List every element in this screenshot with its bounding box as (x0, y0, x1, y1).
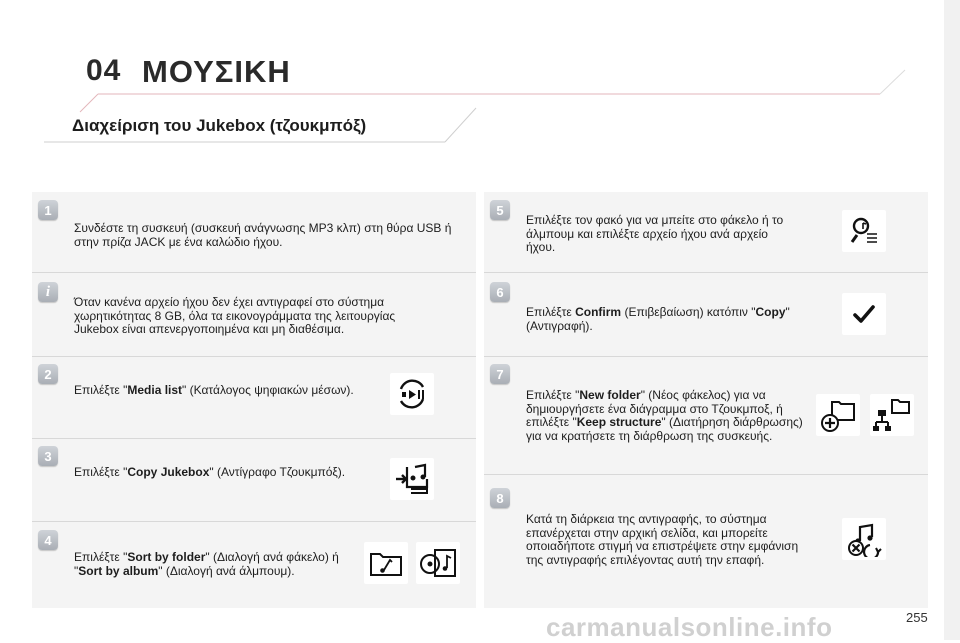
section-title: Διαχείριση του Jukebox (τζουκμπόξ) (72, 116, 367, 135)
divider (32, 272, 476, 273)
sort-by-folder-label: Sort by folder (127, 550, 206, 564)
keep-structure-label: Keep structure (576, 415, 662, 429)
step-7-text: Επιλέξτε "New folder" (Νέος φάκελος) για να δημιουργήσετε ένα διάγραμμα στο Τζουκμποξ, ή επιλέξτε "Keep structure" (Διατήρηση διάρθρωσης) για να κρατήσετε τη διάρθρωση της συσκευής. (526, 388, 803, 443)
chapter-title: ΜΟΥΣΙΚΗ (142, 54, 291, 89)
copy-jukebox-label: Copy Jukebox (127, 465, 210, 479)
step-6-badge: 6 (490, 282, 510, 302)
copy-jukebox-icon (393, 461, 431, 497)
sort-by-album-label: Sort by album (78, 563, 159, 578)
magnifier-button[interactable] (842, 210, 886, 252)
keep-structure-icon (872, 396, 912, 434)
sort-by-album-icon (418, 546, 458, 580)
keep-structure-button[interactable] (870, 394, 914, 436)
divider (32, 438, 476, 439)
new-folder-button[interactable] (816, 394, 860, 436)
section-title-underline (40, 104, 480, 146)
new-folder-icon (818, 396, 858, 434)
step-7-badge: 7 (490, 364, 510, 384)
copy-label: Copy (755, 305, 786, 319)
sort-by-album-button[interactable] (416, 542, 460, 584)
divider (32, 521, 476, 522)
copy-progress-icon (845, 521, 883, 557)
watermark: carmanualsonline.info (546, 612, 833, 642)
divider (484, 272, 928, 273)
page-number: 255 (906, 610, 928, 625)
step-5-badge: 5 (490, 200, 510, 220)
confirm-label: Confirm (575, 305, 622, 319)
media-list-button[interactable] (390, 373, 434, 415)
step-8-text: Κατά τη διάρκεια της αντιγραφής, το σύστημα επανέρχεται στην αρχική σελίδα, και μπορείτε οποιαδήποτε στιγμή να επιστρέψετε στην εμφάνιση της αντιγραφής επιλέγοντας αυτή την επαφή. (526, 512, 799, 567)
copy-jukebox-button[interactable] (390, 458, 434, 500)
new-folder-label: New folder (579, 388, 641, 402)
step-1-text: Συνδέστε τη συσκευή (συσκευή ανάγνωσης MP3 κλπ) στη θύρα USB ή στην πρίζα JACK με ένα καλώδιο ήχου. (74, 221, 452, 249)
checkmark-icon (853, 304, 875, 324)
media-list-label: Media list (127, 383, 183, 397)
step-6-text: Επιλέξτε Confirm (Επιβεβαίωση) κατόπιν "Copy" (Αντιγραφή). (526, 305, 790, 333)
divider (484, 474, 928, 475)
step-4-text: Επιλέξτε "Sort by folder" (Διαλογή ανά φάκελο) ή "Sort by album" (Διαλογή ανά άλμπουμ). (74, 550, 339, 578)
sort-by-folder-button[interactable] (364, 542, 408, 584)
step-8-badge: 8 (490, 488, 510, 508)
info-badge: i (38, 282, 58, 302)
step-5-text: Επιλέξτε τον φακό για να μπείτε στο φάκελο ή το άλμπουμ και επιλέξτε αρχείο ήχου ανά αρχείο ήχου. (526, 213, 784, 254)
step-4-badge: 4 (38, 530, 58, 550)
media-list-icon (395, 377, 429, 411)
magnifier-list-icon (848, 215, 880, 247)
divider (484, 356, 928, 357)
page-edge-strip (944, 0, 960, 640)
chapter-number: 04 (86, 54, 122, 87)
step-3-badge: 3 (38, 446, 58, 466)
divider (32, 356, 476, 357)
step-3-text: Επιλέξτε "Copy Jukebox" (Αντίγραφο Τζουκμπόξ). (74, 465, 346, 479)
info-text: Όταν κανένα αρχείο ήχου δεν έχει αντιγραφεί στο σύστημα χωρητικότητας 8 GB, όλα τα εικονογράμματα της λειτουργίας Jukebox είναι απενεργοποιημένα και μη διαθέσιμα. (74, 295, 396, 336)
step-2-badge: 2 (38, 364, 58, 384)
copy-progress-button[interactable] (842, 518, 886, 560)
confirm-button[interactable] (842, 293, 886, 335)
step-2-text: Επιλέξτε "Media list" (Κατάλογος ψηφιακών μέσων). (74, 383, 354, 397)
step-1-badge: 1 (38, 200, 58, 220)
sort-by-folder-icon (368, 548, 404, 578)
